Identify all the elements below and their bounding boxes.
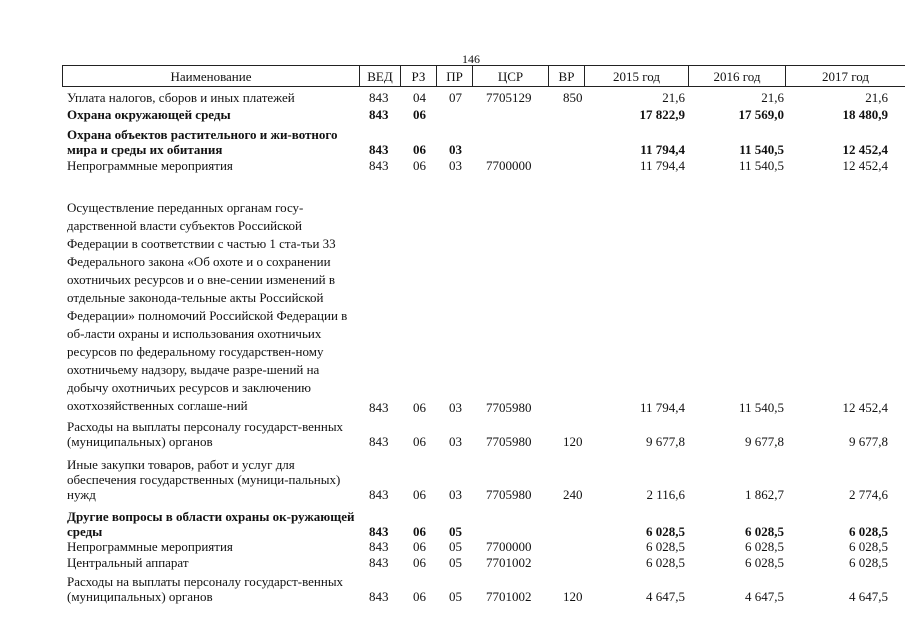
header-name: Наименование (63, 66, 360, 87)
header-vr: ВР (549, 66, 585, 87)
row-2015: 4 647,5 (646, 589, 685, 604)
row-2016: 1 862,7 (745, 487, 784, 502)
table-row (0, 507, 905, 539)
row-2017: 12 452,4 (842, 400, 888, 415)
row-csr: 7701002 (486, 555, 532, 570)
table-row (0, 572, 905, 604)
row-vr: 240 (563, 487, 583, 502)
row-2017: 18 480,9 (842, 107, 888, 122)
row-csr: 7700000 (486, 539, 532, 554)
table-row (0, 125, 905, 157)
row-pr: 03 (449, 400, 462, 415)
row-csr: 7701002 (486, 589, 532, 604)
row-ved: 843 (369, 142, 389, 157)
row-ved: 843 (369, 400, 389, 415)
row-2015: 17 822,9 (639, 107, 685, 122)
table-row (0, 454, 905, 502)
row-rz: 06 (413, 555, 426, 570)
header-rz: РЗ (401, 66, 437, 87)
header-csr: ЦСР (473, 66, 549, 87)
row-vr: 850 (563, 90, 583, 105)
row-2015: 21,6 (662, 90, 685, 105)
table-row (0, 176, 905, 415)
row-pr: 03 (449, 158, 462, 173)
row-2015: 2 116,6 (646, 487, 685, 502)
row-name: Непрограммные мероприятия (67, 158, 233, 173)
table-row (0, 106, 905, 122)
row-2015: 11 794,4 (639, 158, 685, 173)
row-2016: 6 028,5 (745, 524, 784, 539)
row-2016: 11 540,5 (738, 400, 784, 415)
row-ved: 843 (369, 90, 389, 105)
row-ved: 843 (369, 434, 389, 449)
row-rz: 06 (413, 487, 426, 502)
row-pr: 03 (449, 142, 462, 157)
table-row (0, 157, 905, 173)
row-2017: 2 774,6 (849, 487, 888, 502)
row-2016: 11 540,5 (739, 142, 784, 157)
row-2015: 6 028,5 (646, 555, 685, 570)
row-2016: 9 677,8 (745, 434, 784, 449)
row-ved: 843 (369, 539, 389, 554)
row-pr: 03 (449, 434, 462, 449)
row-rz: 06 (413, 158, 426, 173)
table-row (0, 89, 905, 105)
row-name: Центральный аппарат (67, 555, 189, 570)
row-2017: 6 028,5 (849, 555, 888, 570)
row-pr: 07 (449, 90, 462, 105)
row-rz: 06 (413, 107, 426, 122)
row-csr: 7705129 (486, 90, 532, 105)
row-name: Уплата налогов, сборов и иных платежей (67, 90, 295, 105)
row-name: Охрана окружающей среды (67, 107, 231, 122)
row-rz: 06 (413, 400, 426, 415)
row-2017: 4 647,5 (849, 589, 888, 604)
row-2017: 6 028,5 (849, 539, 888, 554)
row-name: Расходы на выплаты персоналу государст-венных (муниципальных) органов (67, 419, 344, 449)
header-2016: 2016 год (689, 66, 786, 87)
column-header-table (62, 65, 905, 87)
header-pr: ПР (437, 66, 473, 87)
row-2016: 11 540,5 (738, 158, 784, 173)
row-name: Расходы на выплаты персоналу государст-венных (муниципальных) органов (67, 574, 344, 604)
row-2017: 6 028,5 (849, 524, 888, 539)
row-rz: 04 (413, 90, 426, 105)
row-name: Другие вопросы в области охраны ок-ружающей среды (67, 509, 355, 539)
row-rz: 06 (413, 539, 426, 554)
row-2017: 21,6 (865, 90, 888, 105)
row-ved: 843 (369, 487, 389, 502)
row-2015: 11 794,4 (640, 142, 685, 157)
row-2015: 6 028,5 (646, 539, 685, 554)
row-csr: 7705980 (486, 400, 532, 415)
row-ved: 843 (369, 107, 389, 122)
row-2017: 9 677,8 (849, 434, 888, 449)
row-2015: 11 794,4 (639, 400, 685, 415)
row-csr: 7700000 (486, 158, 532, 173)
row-2017: 12 452,4 (842, 142, 888, 157)
row-2016: 17 569,0 (738, 107, 784, 122)
row-vr: 120 (563, 434, 583, 449)
row-pr: 05 (449, 539, 462, 554)
row-rz: 06 (413, 142, 426, 157)
row-2016: 6 028,5 (745, 555, 784, 570)
row-ved: 843 (369, 555, 389, 570)
table-row (0, 538, 905, 554)
table-row (0, 554, 905, 570)
row-2015: 6 028,5 (646, 524, 685, 539)
row-pr: 05 (449, 555, 462, 570)
row-pr: 03 (449, 487, 462, 502)
header-2015: 2015 год (585, 66, 689, 87)
row-vr: 120 (563, 589, 583, 604)
row-csr: 7705980 (486, 434, 532, 449)
row-ved: 843 (369, 589, 389, 604)
row-pr: 05 (449, 524, 462, 539)
row-2016: 6 028,5 (745, 539, 784, 554)
row-2016: 21,6 (761, 90, 784, 105)
row-name: Непрограммные мероприятия (67, 539, 233, 554)
header-ved: ВЕД (360, 66, 401, 87)
row-ved: 843 (369, 158, 389, 173)
row-name: Иные закупки товаров, работ и услуг для обеспечения государственных (муници-пальных) нужд (67, 457, 341, 502)
row-name: Осуществление переданных органам госу-дарственной власти субъектов Российской Федерации в соответствии с частью 1 ста-тьи 33 Федерального закона «Об охоте и о сохранении охотничьих ресурсов и о вне-сении изменений в отдельные законода-тельные акты Российской Федерации» полномочий Российской Федерации в об-ласти охраны и использования охотничьих ресурсов по федеральному государствен-ному охотничьему надзору, выдаче разре-шений на добычу охотничьих ресурсов и заключению охотхозяйственных соглаше-ний (67, 200, 348, 413)
page-number: 146 (462, 52, 480, 66)
header-2017: 2017 год (786, 66, 905, 87)
row-pr: 05 (449, 589, 462, 604)
row-csr: 7705980 (486, 487, 532, 502)
row-ved: 843 (369, 524, 389, 539)
row-2017: 12 452,4 (842, 158, 888, 173)
table-row (0, 417, 905, 449)
row-rz: 06 (413, 434, 426, 449)
row-2016: 4 647,5 (745, 589, 784, 604)
row-rz: 06 (413, 589, 426, 604)
row-2015: 9 677,8 (646, 434, 685, 449)
row-name: Охрана объектов растительного и жи-вотного мира и среды их обитания (67, 127, 338, 157)
row-rz: 06 (413, 524, 426, 539)
